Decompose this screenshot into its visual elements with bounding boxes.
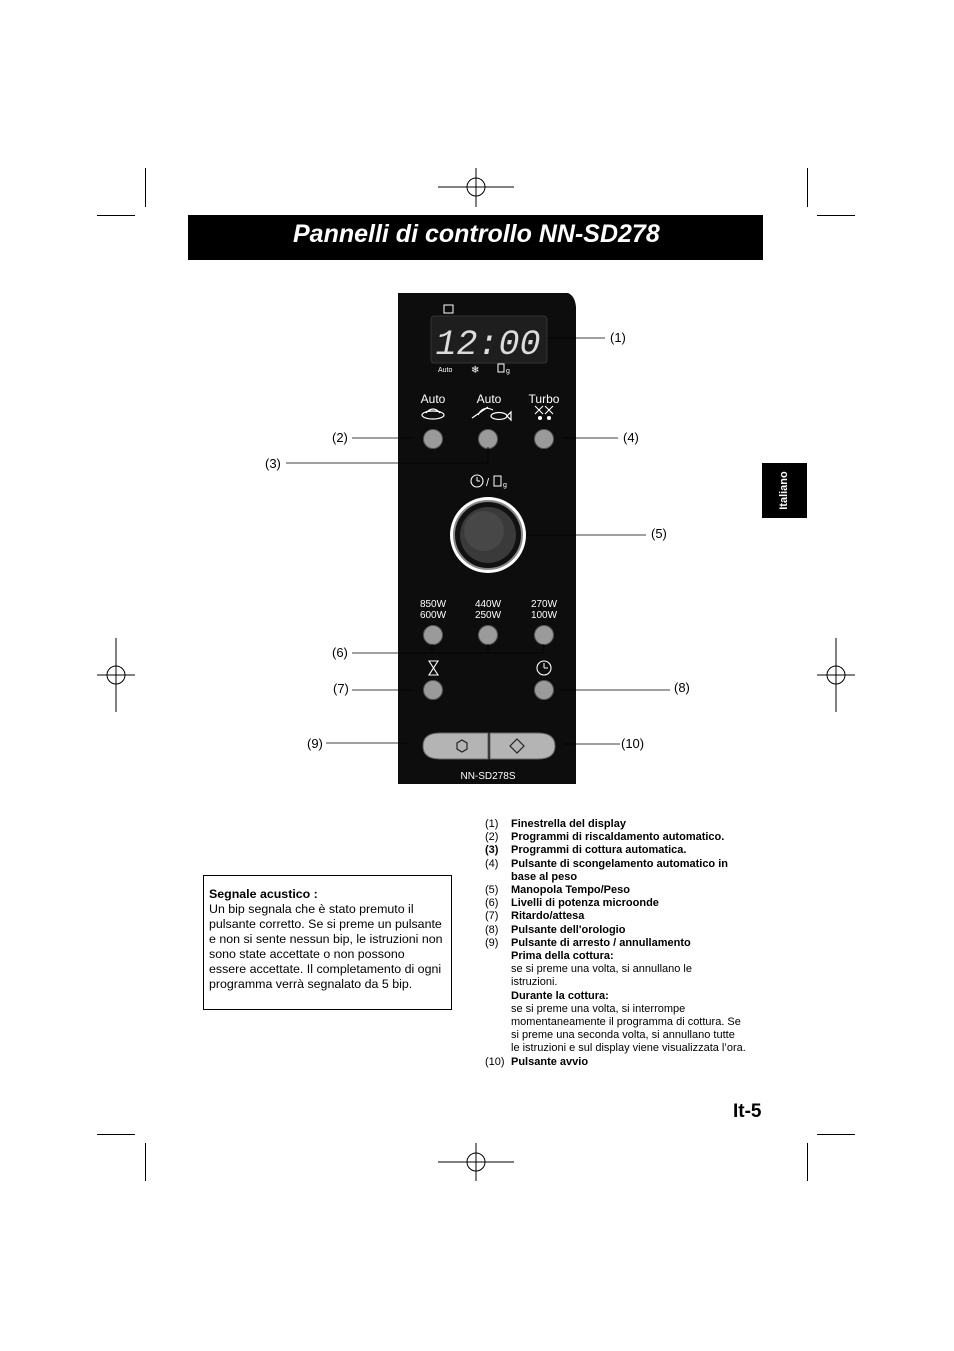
power-850-label: 850W (419, 599, 447, 610)
callout-3: (3) (265, 456, 281, 471)
info-line: Un bip segnala che è stato premuto il (209, 902, 414, 916)
callout-9: (9) (307, 736, 323, 751)
power-250-label: 250W (474, 610, 502, 621)
svg-text:g: g (506, 368, 510, 375)
info-line: sono state accettate o non possono (209, 947, 405, 961)
info-line: e non si sente nessun bip, le istruzioni non (209, 932, 443, 946)
display-label-auto: Auto (438, 367, 453, 374)
auto-reheat-label: Auto (420, 392, 446, 406)
legend-item: (5) Manopola Tempo/Peso (485, 884, 630, 897)
stop-during-text: momentaneamente il programma di cottura. Se (511, 1016, 741, 1029)
stop-before-text: se si preme una volta, si annullano le (511, 963, 692, 976)
stop-before-heading: Prima della cottura: (511, 950, 614, 963)
info-heading: Segnale acustico : (209, 887, 318, 901)
beep-info-box (203, 875, 452, 1010)
callout-10: (10) (621, 736, 645, 751)
power-100-label: 100W (530, 610, 558, 621)
power-270-label: 270W (530, 599, 558, 610)
legend-item: (10) Pulsante avvio (485, 1055, 589, 1068)
turbo-defrost-label: Turbo (528, 392, 560, 406)
language-tab-label: Italiano (778, 471, 790, 510)
callout-6: (6) (332, 645, 348, 660)
legend-item: (3) Programmi di cottura automatica. (485, 844, 687, 857)
legend-item: (6) Livelli di potenza microonde (485, 897, 659, 910)
defrost-icon: ❄ (471, 365, 480, 376)
legend-item: (7) Ritardo/attesa (485, 910, 585, 923)
power-440-label: 440W (474, 599, 502, 610)
auto-cook-label: Auto (476, 392, 502, 406)
power-600-label: 600W (419, 610, 447, 621)
stop-during-text: se si preme una volta, si interrompe (511, 1002, 686, 1015)
svg-text:/: / (486, 477, 490, 489)
stop-during-text: si preme una seconda volta, si annullano tutte (511, 1029, 735, 1042)
callout-5: (5) (651, 526, 667, 541)
legend-item: base al peso (511, 870, 578, 883)
callout-8: (8) (674, 680, 690, 695)
stop-during-heading: Durante la cottura: (511, 989, 609, 1002)
legend-item: (9) Pulsante di arresto / annullamento (485, 936, 691, 949)
page-title: Pannelli di controllo NN-SD278 (293, 220, 660, 248)
stop-during-text: le istruzioni e sul display viene visualizzata l’ora. (511, 1042, 746, 1055)
page-number: It-5 (733, 1101, 762, 1122)
callout-2: (2) (332, 430, 348, 445)
legend-item: (8) Pulsante dell'orologio (485, 923, 626, 936)
callout-7: (7) (333, 681, 349, 696)
info-line: programma verrà segnalato da 5 bip. (209, 977, 413, 991)
callout-1: (1) (610, 330, 626, 345)
model-number: NN-SD278S (460, 771, 516, 782)
callout-4: (4) (623, 430, 639, 445)
info-line: essere accettate. Il completamento di ogni (209, 962, 442, 976)
stop-before-text: istruzioni. (511, 976, 558, 989)
legend-list (485, 818, 770, 1069)
svg-text:g: g (503, 482, 507, 489)
info-line: pulsante corretto. Se si preme un pulsante (209, 917, 442, 931)
legend-item: (2) Programmi di riscaldamento automatico. (485, 831, 725, 844)
legend-item: (1) Finestrella del display (485, 818, 626, 830)
display-digits: 12:00 (435, 325, 541, 365)
legend-item: (4) Pulsante di scongelamento automatico in (485, 857, 728, 870)
